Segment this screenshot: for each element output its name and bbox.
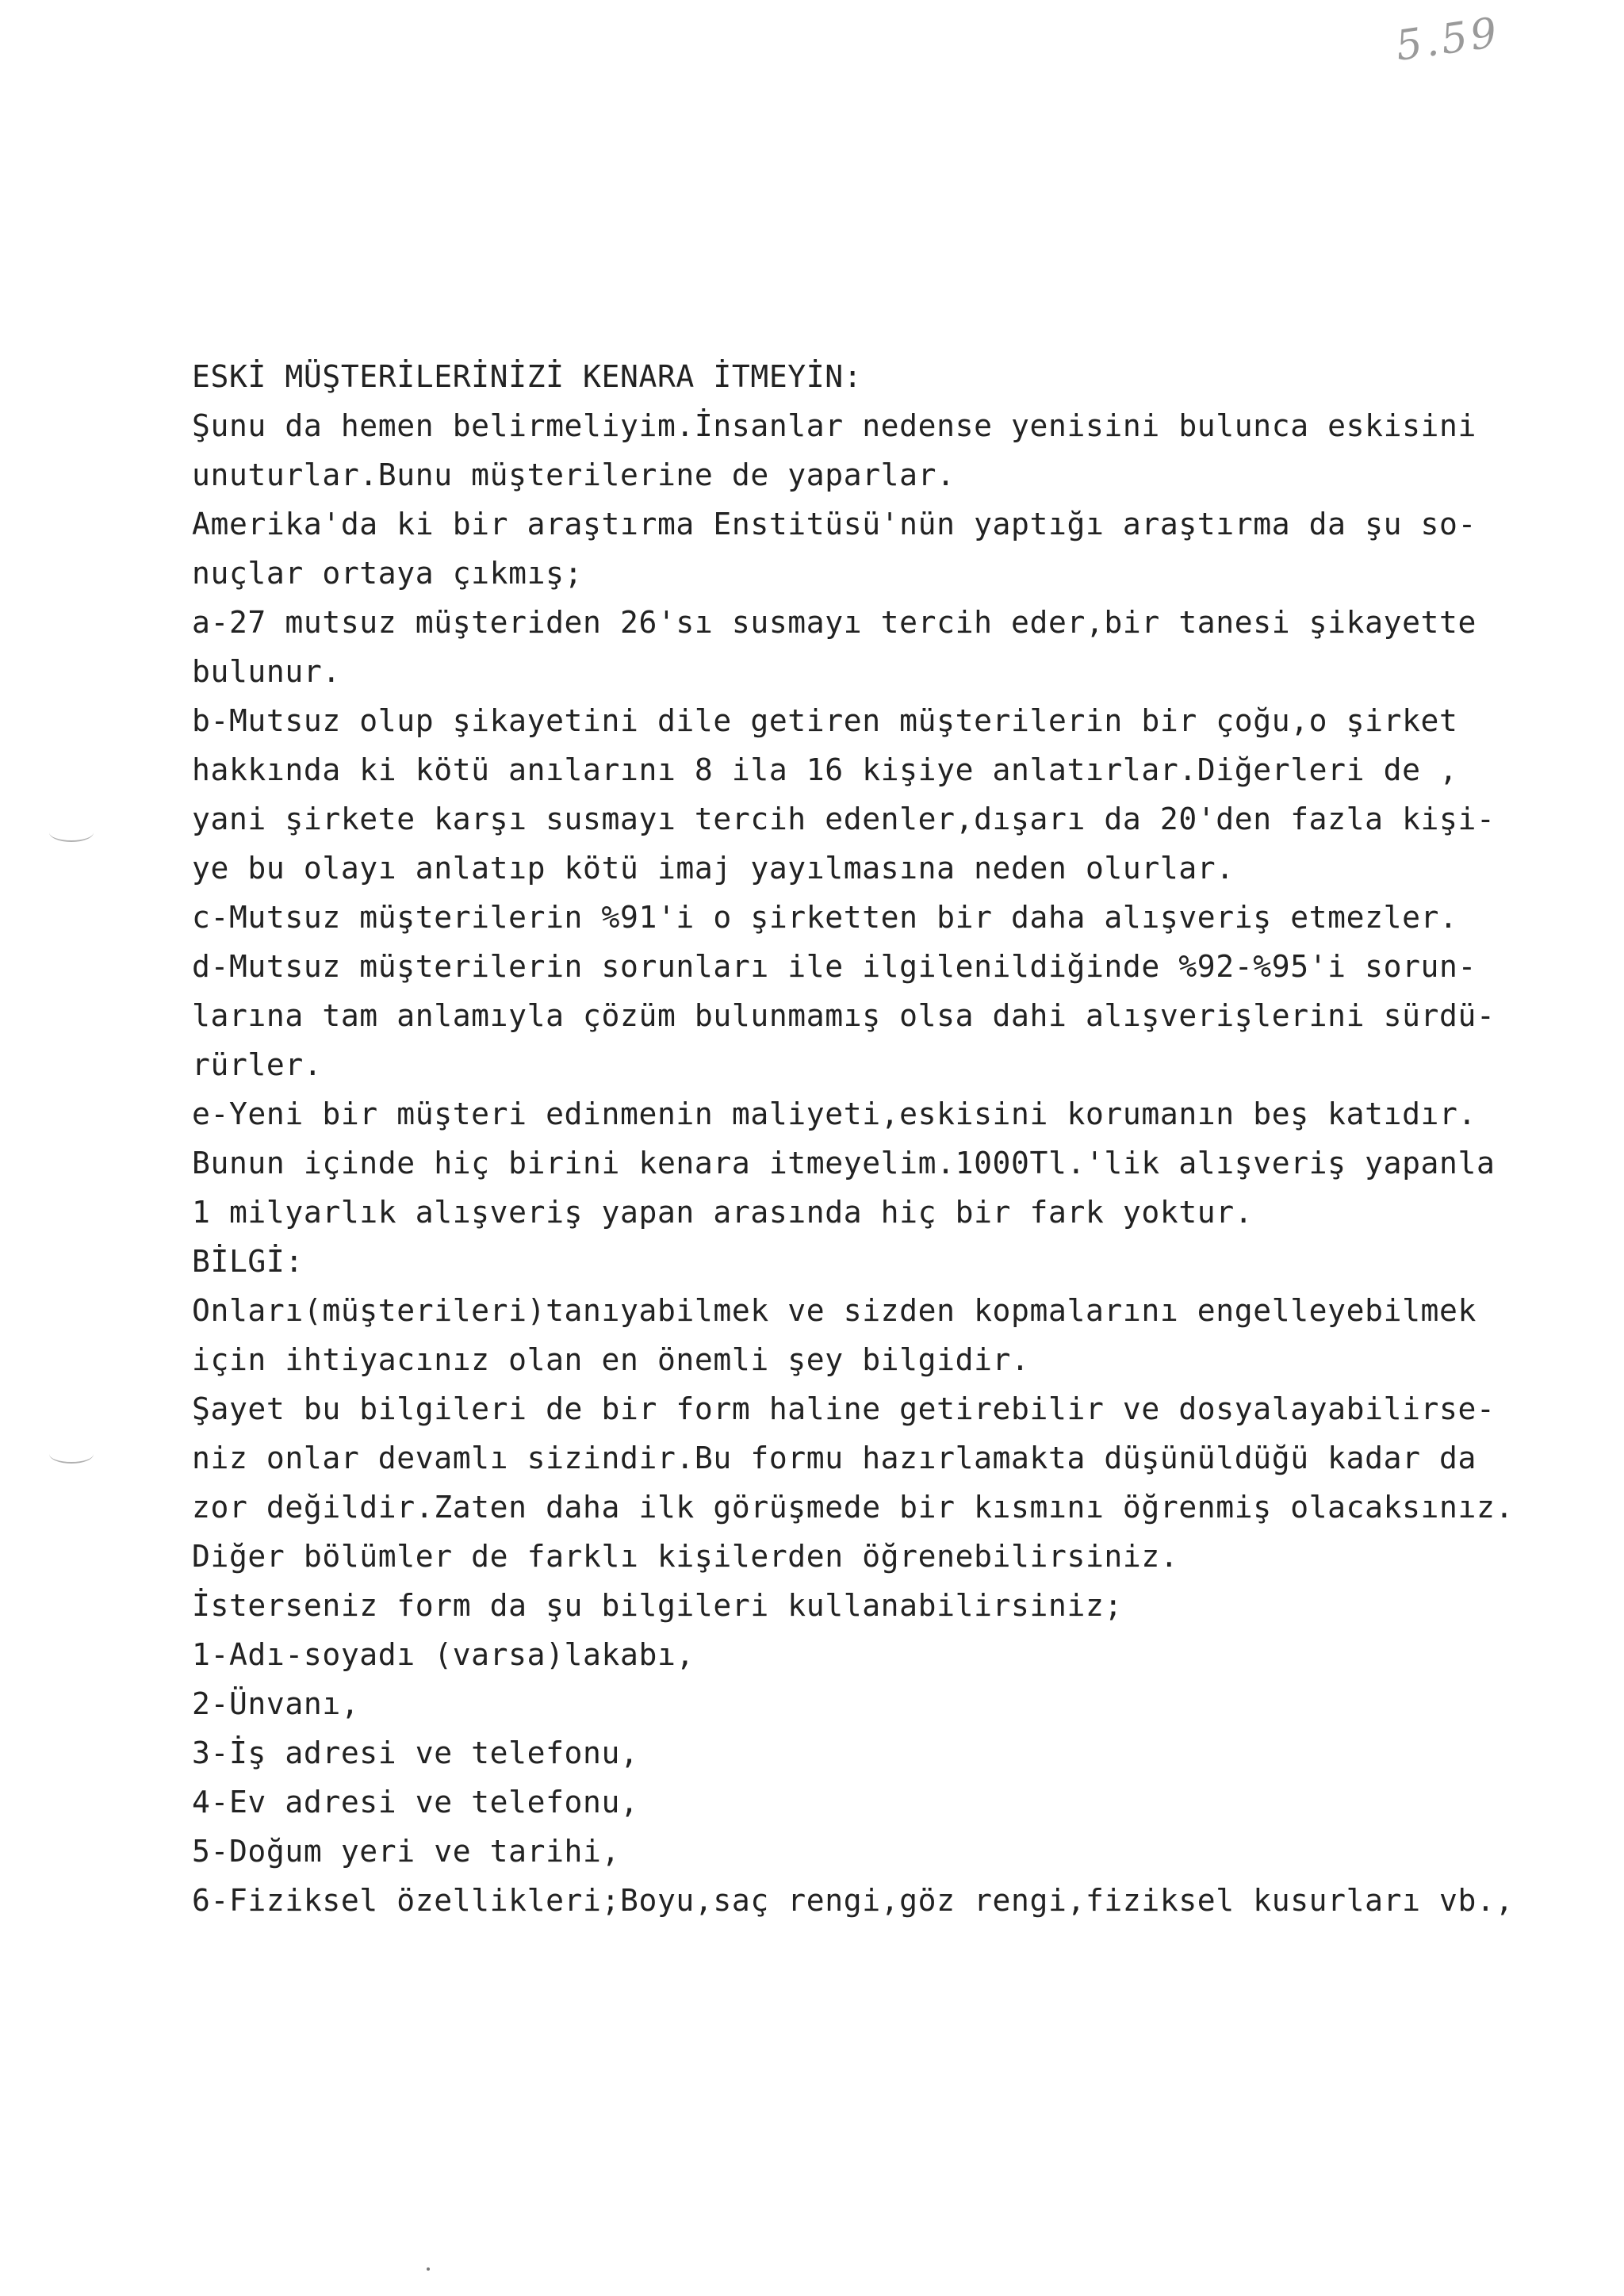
- form-field-item-4: 4-Ev adresi ve telefonu,: [192, 1785, 639, 1820]
- text-line: Bunun içinde hiç birini kenara itmeyelim.1000Tl.'lik alışveriş yapanla: [192, 1146, 1496, 1181]
- text-line: hakkında ki kötü anılarını 8 ila 16 kişiye anlatırlar.Diğerleri de ,: [192, 752, 1458, 787]
- text-line: Onları(müşterileri)tanıyabilmek ve sizden kopmalarını engelleyebilmek: [192, 1293, 1477, 1328]
- punch-hole-mark-top: [49, 823, 94, 842]
- scan-dot-mark: [427, 2267, 430, 2271]
- text-line: larına tam anlamıyla çözüm bulunmamış olsa dahi alışverişlerini sürdü-: [192, 998, 1496, 1033]
- list-item-c: c-Mutsuz müşterilerin %91'i o şirketten bir daha alışveriş etmezler.: [192, 900, 1458, 935]
- list-item-e: e-Yeni bir müşteri edinmenin maliyeti,eskisini korumanın beş katıdır.: [192, 1096, 1477, 1131]
- text-line: 1 milyarlık alışveriş yapan arasında hiç bir fark yoktur.: [192, 1195, 1254, 1230]
- form-field-item-1: 1-Adı-soyadı (varsa)lakabı,: [192, 1637, 695, 1672]
- document-body: [192, 352, 1603, 1925]
- text-line: İsterseniz form da şu bilgileri kullanabilirsiniz;: [192, 1588, 1123, 1623]
- text-line: Diğer bölümler de farklı kişilerden öğrenebilirsiniz.: [192, 1539, 1179, 1574]
- list-item-d: d-Mutsuz müşterilerin sorunları ile ilgilenildiğinde %92-%95'i sorun-: [192, 949, 1477, 984]
- text-line: zor değildir.Zaten daha ilk görüşmede bir kısmını öğrenmiş olacaksınız.: [192, 1490, 1514, 1525]
- form-field-item-5: 5-Doğum yeri ve tarihi,: [192, 1834, 620, 1869]
- section-heading-bilgi: BİLGİ:: [192, 1244, 304, 1279]
- text-line: ye bu olayı anlatıp kötü imaj yayılmasına neden olurlar.: [192, 851, 1235, 886]
- form-field-item-6: 6-Fiziksel özellikleri;Boyu,saç rengi,göz rengi,fiziksel kusurları vb.,: [192, 1883, 1514, 1918]
- list-item-b: b-Mutsuz olup şikayetini dile getiren müşterilerin bir çoğu,o şirket: [192, 703, 1458, 738]
- text-line: Amerika'da ki bir araştırma Enstitüsü'nün yaptığı araştırma da şu so-: [192, 507, 1477, 541]
- text-line: Şunu da hemen belirmeliyim.İnsanlar nedense yenisini bulunca eskisini: [192, 408, 1477, 443]
- text-line: bulunur.: [192, 654, 341, 689]
- text-line: için ihtiyacınız olan en önemli şey bilgidir.: [192, 1342, 1030, 1377]
- form-field-item-2: 2-Ünvanı,: [192, 1686, 360, 1721]
- punch-hole-mark-bottom: [49, 1445, 94, 1464]
- text-line: niz onlar devamlı sizindir.Bu formu hazırlamakta düşünüldüğü kadar da: [192, 1441, 1477, 1475]
- text-line: nuçlar ortaya çıkmış;: [192, 556, 584, 591]
- form-field-item-3: 3-İş adresi ve telefonu,: [192, 1735, 639, 1770]
- text-line: unuturlar.Bunu müşterilerine de yaparlar.: [192, 457, 956, 492]
- text-line: Şayet bu bilgileri de bir form haline getirebilir ve dosyalayabilirse-: [192, 1391, 1496, 1426]
- text-line: rürler.: [192, 1047, 323, 1082]
- text-line: yani şirkete karşı susmayı tercih edenler,dışarı da 20'den fazla kişi-: [192, 802, 1496, 836]
- list-item-a: a-27 mutsuz müşteriden 26'sı susmayı tercih eder,bir tanesi şikayette: [192, 605, 1477, 640]
- handwritten-page-number: 5.59: [1392, 9, 1503, 71]
- section-heading: ESKİ MÜŞTERİLERİNİZİ KENARA İTMEYİN:: [192, 359, 863, 394]
